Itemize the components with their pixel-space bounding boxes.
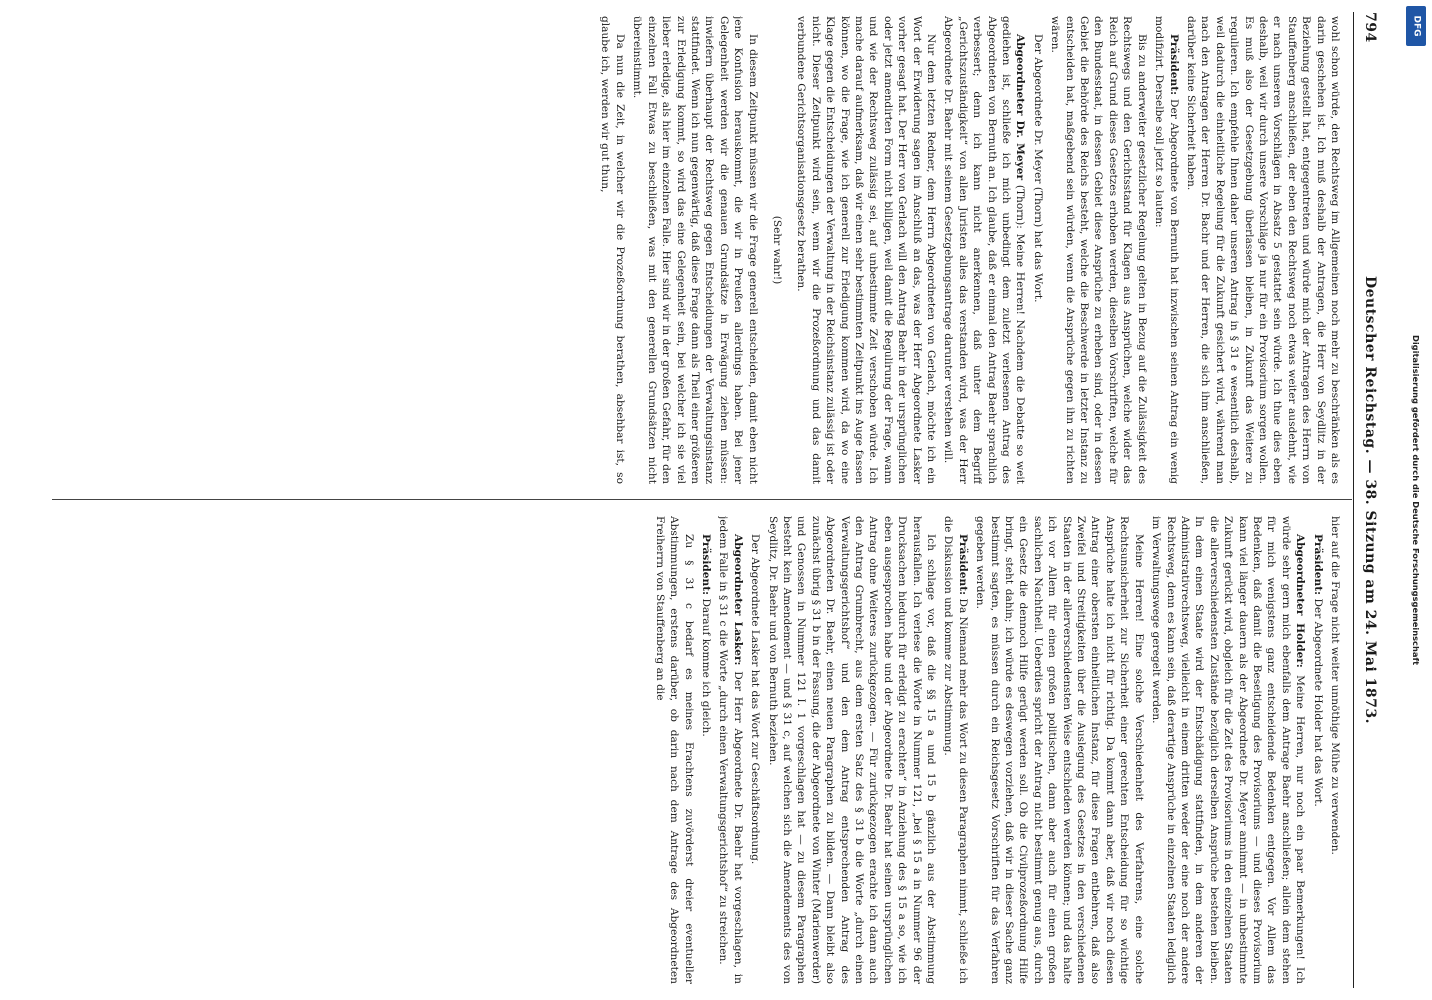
running-title: Deutscher Reichstag. — 38. Sitzung am 24. Mai 1873. xyxy=(1362,275,1378,724)
speaker-label: Abgeordneter Holder: xyxy=(1294,534,1307,668)
speech-text: Der Abgeordnete von Bernuth hat inzwischen seinen Antrag ein wenig modifizirt. Derselbe soll jetzt so lauten: xyxy=(1153,16,1180,484)
paragraph xyxy=(1310,516,1324,984)
speech-text: Meine Herren, nur noch ein paar Bemerkungen! Ich würde sehr gern mich ebenfalls dem Antrage Baehr anschließen; allein dem stehen für mich wenigstens ganz entscheidende Bedenken entgegen. Vor Allem das Bedenken, daß damit die Beseitigung des Provisoriums — und dieses Provisorium kann viel länger dauern als der Abgeordnete Dr. Meyer annimmt — in unbestimmte Zukunft gerückt wird, obgleich für die Zeit des Provisoriums in den einzelnen Staaten die allerverschiedensten Zustände bezüglich derselben Ansprüche bestehen bleiben. In dem einen Staate wird der Entschädigung stattfinden, in dem anderen der Administrativrechtsweg, vielleicht in einem dritten weder der eine noch der andere Rechtsweg, denn es kann sein, daß derartige Ansprüche in einzelnen Staaten lediglich im Verwaltungswege geregelt werden. xyxy=(1150,516,1307,984)
speech-text: (Thorn): Meine Herren! Nachdem die Debatte so weit gediehen ist, schließe ich mich unbedingt dem zuletzt verlesenen Antrag des Abgeordneten von Bernuth an. Ich glaube, daß er einmal den Antrag Baehr sprachlich verbessert; denn ich kann nicht anerkennen, daß unter dem Begriff „Gerichtszuständigkeit“ von allen Juristen alles das verstanden wird, was der Herr Abgeordnete Dr. Baehr mit seinem Gesetzgebungsantrage darunter verstehen will. xyxy=(942,16,1027,484)
speech-text: Der Abgeordnete Holder hat das Wort. xyxy=(1311,598,1324,807)
speech-text: Darauf komme ich gleich. xyxy=(699,598,712,737)
paragraph: Meine Herren! Eine solche Verschiedenheit des Verfahrens, eine solche Rechtsunsicherheit zur Sicherheit einer gerechten Entscheidung für so wichtige Ansprüche halte ich nicht für richtig. Da kommt dann aber, daß wir noch diesen Antrag einer obersten einheitlichen Instanz, für diese Fragen entbehren, daß also Zweifel und Streitigkeiten über die Auslegung des Gesetzes in den verschiedenen Staaten in der allerverschiedensten Weise entschieden werden können; und das halte ich vor Allem für einen großen politischen, dann aber auch für einen großen sachlichen Nachtheil. Ueberdies spricht der Antrag nicht bestimmt genug aus, durch ein Gesetz die dennoch Hilfe gerügt werden soll. Ob die Civilprozeßordnung Hilfe bringt, steht dahin; ich würde es deswegen vorziehen, daß wir in dieser Sache ganz bestimmt sagten, es müssen durch ein Reichsgesetz Vorschriften für das Verfahren gegeben werden. xyxy=(974,516,1145,984)
speech-text: Der Herr Abgeordnete Dr. Baehr hat vorgeschlagen, in jedem Falle in § 31 c die Worte „durch einen Verwaltungsgerichtshof“ zu streichen. xyxy=(717,516,744,984)
interjection: (Sehr wahr!) xyxy=(770,215,783,285)
paragraph: Zu § 31 c bedarf es meines Erachtens zuvörderst dreier eventueller Abstimmungen, erstens darüber, ob darin nach dem Antrage des Abgeordneten Freiherrn von Stauffenberg an die xyxy=(653,516,695,984)
paragraph: wohl schon würde, den Rechtsweg im Allgemeinen noch mehr zu beschränken als es darin geschehen ist. Ich muß deshalb der Antragen, die Herr von Seydlitz in der Beziehung gestellt hat, entgegentreten und würde mich der Antragen des Herrn von Stauffenberg anschließen, der eben den Rechtsweg noch etwas weiter ausdehnt, wie er nach unseren Vorschlägen in Absatz 5 gestattet sein würde. Ich thue dies eben deshalb, weil wir durch unsere Vorschläge ja nur für ein Provisorium sorgen wollen. Es muß also der Gesetzgebung überlassen bleiben, in Zukunft das Weitere zu regulieren. Ich empfehle Ihnen daher unseren Antrag in § 31 e wesentlich deshalb, weil dadurch die einheitliche Regelung für die Zukunft gesichert wird, während man nach den Antragen der Herren Dr. Bachr und der Herren, die sich ihm anschließen, darüber keine Sicherheit haben. xyxy=(1184,16,1341,484)
speaker-label: Präsident: xyxy=(956,534,969,596)
paragraph: In diesem Zeitpunkt müssen wir die Frage generell entscheiden, damit eben nicht jene Konfusion herauskommt, die wir in Preußen allerdings haben. Bei jener Gelegenheit werden wir die genauen Grundsätze in Erwägung ziehen müssen: inwiefern überhaupt der Rechtsweg gegen Entscheidungen der Verwaltungsinstanz stattfindet. Wenn ich nun gegenwärtig, daß diese Frage dann als Theil einer größeren zur Erledigung kommt, so wird das eine Gelegenheit sein, bei welcher ich sie viel lieber erledige, als hier im einzelnen Falle. Hier sind wir in der großen Gefahr, für den einzelnen Fall Etwas zu beschließen, was mit den generellen Grundsätzen nicht übereinstimmt. xyxy=(631,16,759,484)
paragraph: Der Abgeordnete Lasker hat das Wort zur Geschäftsordnung. xyxy=(749,534,762,865)
right-column xyxy=(52,516,1342,984)
left-column xyxy=(52,16,1342,484)
speech-text: Da Niemand mehr das Wort zu diesen Paragraphen nimmt, schließe ich die Diskussion und komme zur Abstimmung. xyxy=(942,516,969,984)
quoted-amendment: Bis zu anderweiter gesetzlicher Regelung gelten in Bezug auf die Zulässigkeit des Rechtswegs und den Gerichtsstand für Klagen aus Ansprüchen, welche wider das Reich auf Grund dieses Gesetzes erhoben werden, dieselben Vorschriften, welche für den Bundesstaat, in dessen Gebiet diese Ansprüche zu erheben sind, oder in dessen Gebiet die Behörde des Reichs besteht, welche die Beschwerde in letzter Instanz zu entscheiden hat, maßgebend sein würden, wenn die Ansprüche gegen ihn zu richten wären. xyxy=(1049,16,1148,484)
paragraph xyxy=(941,516,970,984)
paragraph: hier auf die Frage nicht weiter unnöthige Mühe zu verwenden. xyxy=(1329,516,1341,855)
page-number: 794 xyxy=(1362,12,1378,43)
speaker-label: Präsident: xyxy=(1167,34,1180,96)
speaker-label: Präsident: xyxy=(1311,534,1324,596)
dfg-logo xyxy=(1406,6,1426,46)
speaker-label: Präsident: xyxy=(699,534,712,596)
header-rule xyxy=(1353,12,1354,988)
column-divider xyxy=(52,499,1352,500)
dfg-logo-text: DFG xyxy=(1411,15,1422,37)
paragraph xyxy=(941,16,1027,484)
paragraph xyxy=(1152,16,1181,484)
paragraph: Ich schlage vor, daß die §§ 15 a und 15 b gänzlich aus der Abstimmung herausfallen. Ich verlese die Worte in Nummer 121, „bei § 15 a in Nummer 96 der Drucksachen hiedurch für erledigt zu erachten“ in Anziehung des § 15 a so, wie ich eben ausgesprochen habe und der Abgeordnete Dr. Baehr hat seinen ursprünglichen Antrag ohne Weiteres zurückgezogen. — Für zurückgezogen erachte ich dann auch den Antrag Grumbrecht, aus dem ersten Satz des § 31 b die Worte „durch einen Verwaltungsgerichtshof“ und den dem Antrag entsprechenden Antrag des Abgeordneten Dr. Baehr, einen neuen Paragraphen zu bilden. — Dann bleibt also zunächst übrig § 31 b in der Fassung, die der Abgeordnete von Winter (Marienwerder) und Genossen in Nummer 121 I. 1 vorgeschlagen hat — zu diesem Paragraphen besteht kein Amendement — und § 31 c, auf welchen sich die Amendements des von Seydlitz, Dr. Baehr und von Bernuth beziehen. xyxy=(766,516,938,984)
paragraph xyxy=(699,516,713,984)
speaker-label: Abgeordneter Lasker: xyxy=(731,534,744,666)
paragraph: Nur dem letzten Redner, dem Herrn Abgeordneten von Gerlach, möchte ich ein Wort der Erwiderung sagen im Anschluß an das, was der Herr Abgeordnete Lasker vorher gesagt hat. Der Herr von Gerlach will den Antrag Baehr in der ursprünglichen oder jetzt amendirten Form nicht billigen, weil damit die Regulirung der Frage, wann und wie der Rechtsweg zulässig sei, auf unbestimmte Zeit verschoben würde. Ich mache darauf aufmerksam, daß wir einen sehr bestimmten Zeitpunkt ins Auge fassen können, wo die Frage, wie ich generell zur Erledigung kommen wird, da wo eine Klage gegen die Entscheidungen der Verwaltung in der Reichsinstanz zulässig ist oder nicht. Dieser Zeitpunkt wird sein, wenn wir die Prozeßordnung und das damit verbundene Gerichtsorganisationsgesetz berathen. xyxy=(795,16,938,484)
paragraph: Da nun die Zeit, in welcher wir die Prozeßordnung berathen, absehbar ist, so glaube ich, werden wir gut thun, xyxy=(599,16,626,484)
paragraph: Der Abgeordnete Dr. Meyer (Thorn) hat das Wort. xyxy=(1031,34,1044,303)
running-header xyxy=(1354,12,1382,988)
speaker-label: Abgeordneter Dr. Meyer xyxy=(1014,34,1027,181)
paragraph xyxy=(716,516,745,984)
digitization-credit: Digitalisierung gefördert durch die Deutsche Forschungsgemeinschaft xyxy=(1411,334,1421,666)
paragraph xyxy=(1149,516,1307,984)
